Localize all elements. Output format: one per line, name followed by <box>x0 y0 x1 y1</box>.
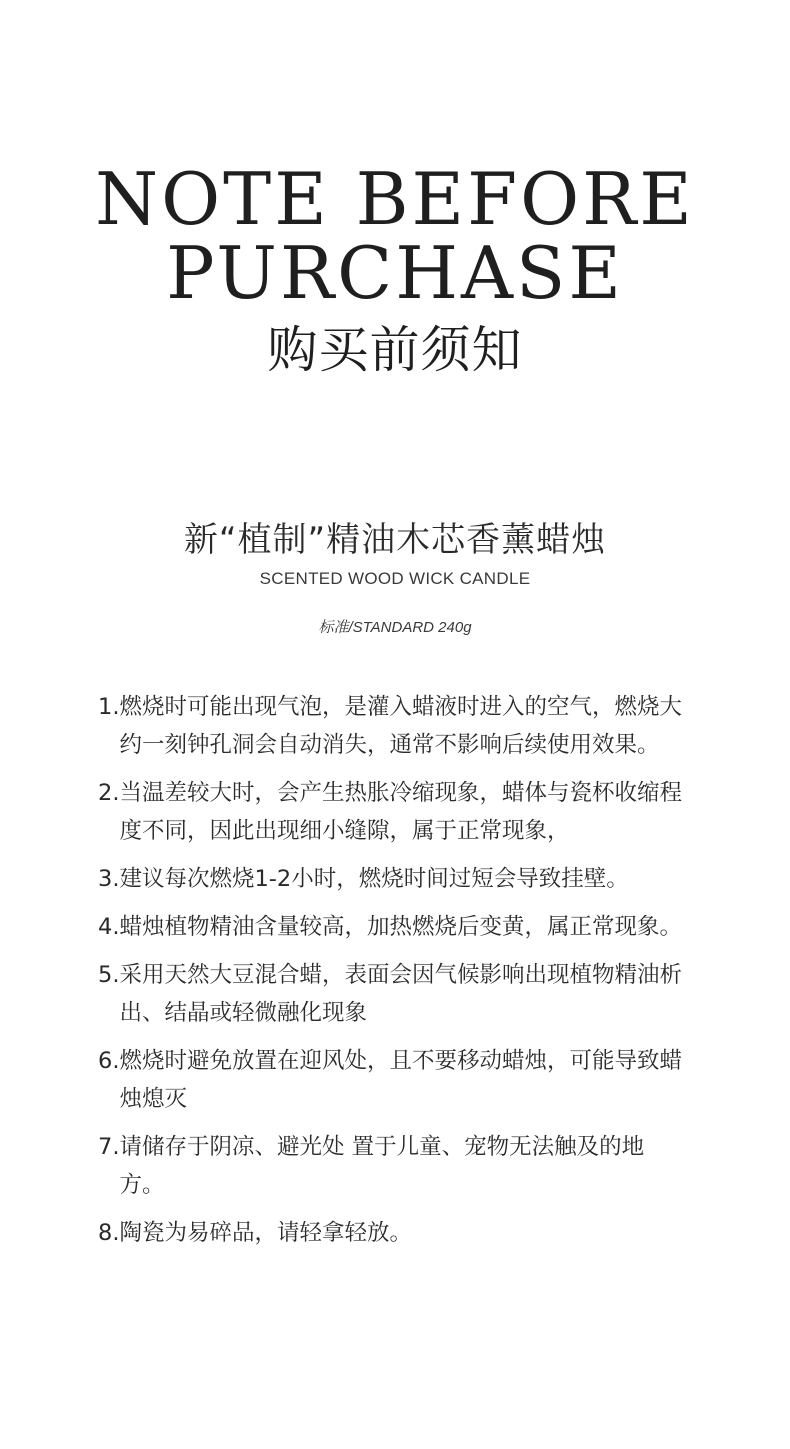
note-item <box>98 688 688 764</box>
note-number: 5. <box>98 962 120 988</box>
note-item <box>98 860 688 898</box>
note-item <box>98 774 688 850</box>
note-item <box>98 956 688 1032</box>
note-text: 建议每次燃烧1-2小时，燃烧时间过短会导致挂壁。 <box>119 866 629 892</box>
note-item <box>98 908 688 946</box>
notes-list <box>98 688 688 1262</box>
note-item <box>98 1214 688 1252</box>
title-en-line1: NOTE BEFORE <box>95 157 695 241</box>
product-spec: 标准/STANDARD 240g <box>318 619 472 636</box>
note-text: 陶瓷为易碎品，请轻拿轻放。 <box>119 1220 412 1246</box>
note-number: 6. <box>98 1048 120 1074</box>
note-item <box>98 1128 688 1204</box>
title-en-line2: PURCHASE <box>166 231 624 315</box>
note-text: 当温差较大时，会产生热胀冷缩现象，蜡体与瓷杯收缩程度不同，因此出现细小缝隙，属于正常现象， <box>119 780 682 844</box>
note-text: 请储存于阴凉、避光处 置于儿童、宠物无法触及的地方。 <box>119 1134 645 1198</box>
product-name-en: SCENTED WOOD WICK CANDLE <box>259 569 531 588</box>
product-name: 新“植制”精油木芯香薰蜡烛 <box>183 520 607 560</box>
note-number: 8. <box>98 1220 120 1246</box>
note-number: 1. <box>98 694 120 720</box>
title-cn: 购买前须知 <box>267 321 523 379</box>
note-item <box>98 1042 688 1118</box>
note-number: 2. <box>98 780 120 806</box>
note-number: 3. <box>98 866 120 892</box>
note-text: 燃烧时可能出现气泡，是灌入蜡液时进入的空气，燃烧大约一刻钟孔洞会自动消失，通常不影响后续使用效果。 <box>119 694 682 758</box>
note-number: 7. <box>98 1134 120 1160</box>
note-text: 蜡烛植物精油含量较高，加热燃烧后变黄，属正常现象。 <box>119 914 682 940</box>
note-text: 燃烧时避免放置在迎风处，且不要移动蜡烛，可能导致蜡烛熄灭 <box>119 1048 682 1112</box>
note-number: 4. <box>98 914 120 940</box>
note-text: 采用天然大豆混合蜡，表面会因气候影响出现植物精油析出、结晶或轻微融化现象 <box>119 962 682 1026</box>
